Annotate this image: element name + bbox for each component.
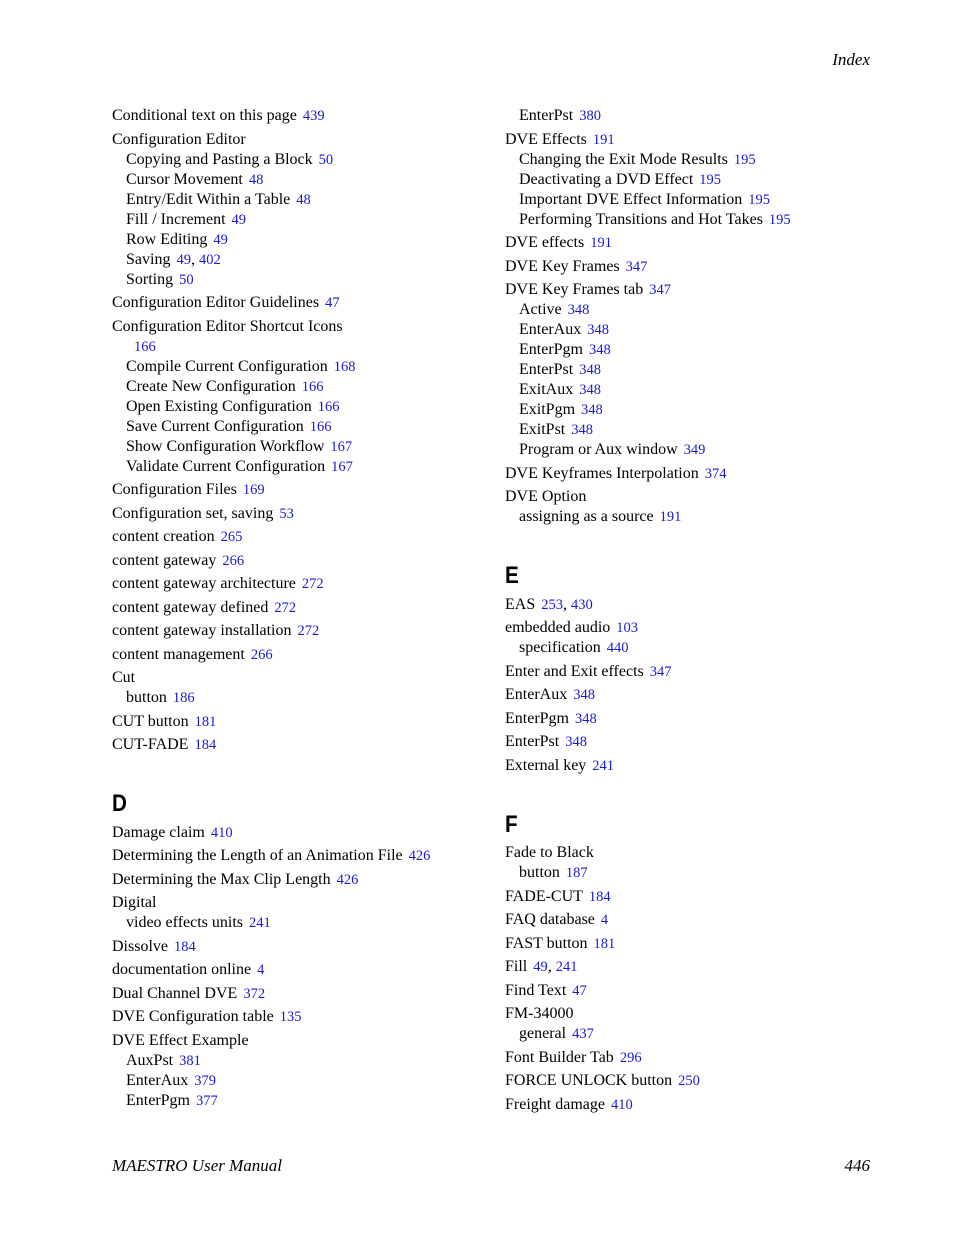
page-link[interactable]: 184 xyxy=(588,888,611,905)
page-link[interactable]: 430 xyxy=(570,596,593,613)
page-link[interactable]: 348 xyxy=(573,687,595,703)
index-subentry xyxy=(112,913,472,933)
page-link[interactable]: 241 xyxy=(555,959,578,975)
index-entry xyxy=(505,233,885,253)
index-entry xyxy=(505,887,885,907)
index-term: EAS xyxy=(505,595,536,613)
page-link[interactable]: 191 xyxy=(592,131,615,148)
index-entry xyxy=(505,685,885,705)
index-subentry xyxy=(505,320,885,340)
index-term: Font Builder Tab xyxy=(505,1048,614,1066)
index-entry xyxy=(505,732,885,752)
index-term: FADE-CUT xyxy=(505,887,583,905)
page-link[interactable]: 372 xyxy=(243,985,266,1002)
index-subentry xyxy=(505,420,885,440)
index-term: content management xyxy=(112,645,245,663)
page-link[interactable]: 241 xyxy=(249,915,271,931)
index-subentry xyxy=(505,380,885,400)
page-link[interactable]: 347 xyxy=(649,663,672,680)
index-term: FAST button xyxy=(505,934,588,952)
index-term: content creation xyxy=(112,528,215,545)
page-link[interactable]: 426 xyxy=(408,848,431,864)
page-link[interactable]: 184 xyxy=(174,938,196,955)
index-section-letter: D xyxy=(112,790,127,817)
index-term: DVE Configuration table xyxy=(112,1008,274,1025)
index-section-letter: F xyxy=(505,810,518,838)
page-link[interactable]: 348 xyxy=(565,734,587,750)
index-term: content gateway defined xyxy=(112,598,269,616)
index-term: button xyxy=(126,689,167,706)
page-link[interactable]: 272 xyxy=(274,599,297,616)
index-term: Damage claim xyxy=(112,823,205,841)
index-term: Configuration Editor xyxy=(112,130,246,148)
page-link[interactable]: 241 xyxy=(592,757,615,774)
page-link[interactable]: 169 xyxy=(242,482,265,498)
index-entry: EAS 253, 430 xyxy=(505,595,593,613)
index-term: ExitPst xyxy=(519,421,566,438)
page-link[interactable]: 402 xyxy=(198,251,221,268)
page-link[interactable]: 47 xyxy=(572,982,587,999)
page-link[interactable]: 348 xyxy=(579,382,601,398)
page-link[interactable]: 167 xyxy=(331,458,353,475)
index-entry xyxy=(505,464,885,484)
index-term: Copying and Pasting a Block xyxy=(126,150,313,168)
index-subentry xyxy=(505,400,885,420)
index-entry xyxy=(505,130,885,150)
page-link[interactable]: 49 xyxy=(176,251,191,268)
index-subentry xyxy=(505,440,885,460)
page-link[interactable]: 348 xyxy=(571,422,593,438)
page-link[interactable]: 184 xyxy=(194,737,217,753)
index-term: Create New Configuration xyxy=(126,377,296,395)
running-header: Index xyxy=(832,50,870,69)
page-link[interactable]: 253 xyxy=(541,596,563,613)
index-term: FORCE UNLOCK button xyxy=(505,1072,673,1089)
page-link[interactable]: 349 xyxy=(683,442,706,458)
page-link[interactable]: 265 xyxy=(220,529,243,545)
index-subentry xyxy=(505,300,885,320)
index-entry xyxy=(112,984,472,1004)
index-subentry xyxy=(112,377,472,397)
index-subentry xyxy=(505,150,885,170)
page-link[interactable]: 347 xyxy=(649,282,671,298)
index-term: embedded audio xyxy=(505,619,611,636)
page-link[interactable]: 49 xyxy=(231,211,247,228)
index-entry xyxy=(505,1004,885,1024)
index-term: Configuration set, saving xyxy=(112,504,274,522)
index-entry xyxy=(112,551,472,571)
index-subentry xyxy=(112,1091,472,1111)
index-column-left xyxy=(112,106,472,1111)
index-subentry xyxy=(112,170,472,190)
index-term: CUT-FADE xyxy=(112,736,189,753)
page-link[interactable]: 266 xyxy=(222,552,245,569)
index-term: Dissolve xyxy=(112,937,168,955)
index-term: Entry/Edit Within a Table xyxy=(126,190,291,208)
index-term: Configuration Files xyxy=(112,481,237,498)
page-link[interactable]: 195 xyxy=(768,211,791,228)
index-term: DVE effects xyxy=(505,234,585,251)
page-link[interactable]: 380 xyxy=(579,108,601,124)
page-link[interactable]: 426 xyxy=(336,871,359,888)
page-link[interactable]: 166 xyxy=(317,398,340,415)
index-term: Fill / Increment xyxy=(126,210,226,228)
index-term: Changing the Exit Mode Results xyxy=(519,150,728,168)
index-entry xyxy=(505,910,885,930)
index-term: EnterAux xyxy=(505,686,568,703)
index-term: Save Current Configuration xyxy=(126,417,304,435)
index-term: Determining the Length of an Animation File xyxy=(112,847,403,864)
index-entry: Fill 49, 241 xyxy=(505,958,578,975)
page-link[interactable]: 49 xyxy=(213,231,228,248)
page-link[interactable]: 410 xyxy=(210,824,233,841)
index-term: DVE Key Frames xyxy=(505,257,620,275)
index-entry xyxy=(505,709,885,729)
index-term: content gateway xyxy=(112,551,217,569)
index-term: EnterPst xyxy=(505,733,560,750)
index-entry xyxy=(112,823,472,843)
index-term: DVE Key Frames tab xyxy=(505,281,644,298)
index-subentry xyxy=(112,457,472,477)
index-column-right xyxy=(505,106,885,1115)
page-link[interactable]: 266 xyxy=(250,646,273,663)
index-subentry xyxy=(112,150,472,170)
page-link[interactable]: 377 xyxy=(196,1092,218,1109)
index-term: Cursor Movement xyxy=(126,170,243,188)
page-link[interactable]: 440 xyxy=(606,640,629,656)
index-term: Saving xyxy=(126,250,171,268)
index-entry xyxy=(112,668,472,688)
page-link[interactable]: 250 xyxy=(678,1073,700,1089)
page-link[interactable]: 50 xyxy=(179,271,194,288)
index-term: Find Text xyxy=(505,981,567,999)
index-term: EnterAux xyxy=(519,321,582,338)
index-term: Conditional text on this page xyxy=(112,107,297,124)
index-term: DVE Effects xyxy=(505,130,587,148)
index-term: video effects units xyxy=(126,914,244,931)
page-link[interactable]: 168 xyxy=(333,358,356,375)
index-subentry xyxy=(505,1024,885,1044)
index-entry xyxy=(505,1095,885,1115)
index-term: Fill xyxy=(505,958,528,975)
index-subentry xyxy=(505,190,885,210)
index-section-letter: E xyxy=(505,562,519,589)
index-term: assigning as a source xyxy=(519,508,654,525)
page-link[interactable]: 4 xyxy=(600,912,609,928)
index-entry xyxy=(112,870,472,890)
index-subentry xyxy=(505,340,885,360)
index-entry xyxy=(505,981,885,1001)
page-link[interactable]: 347 xyxy=(625,258,648,275)
index-term: general xyxy=(519,1025,567,1042)
index-term: documentation online xyxy=(112,961,252,978)
page-link[interactable]: 181 xyxy=(194,713,217,730)
page-link[interactable]: 4 xyxy=(257,962,265,978)
index-entry xyxy=(505,662,885,682)
page-link[interactable]: 374 xyxy=(704,465,727,482)
index-term: AuxPst xyxy=(126,1051,174,1069)
index-term: Open Existing Configuration xyxy=(126,397,312,415)
page-link[interactable]: 348 xyxy=(581,402,603,418)
index-term: ExitPgm xyxy=(519,401,576,418)
page-link[interactable]: 181 xyxy=(593,935,616,952)
page-link[interactable]: 410 xyxy=(610,1096,633,1113)
index-term: Active xyxy=(519,301,562,318)
index-entry xyxy=(112,598,472,618)
index-subentry xyxy=(112,397,472,417)
index-entry xyxy=(112,1007,472,1027)
index-term: Configuration Editor Shortcut Icons xyxy=(112,317,343,335)
index-term: ExitAux xyxy=(519,381,574,398)
page-link[interactable]: 348 xyxy=(575,710,597,727)
page-link[interactable]: 187 xyxy=(565,865,588,881)
index-term: Compile Current Configuration xyxy=(126,357,328,375)
index-entry xyxy=(112,846,472,866)
index-entry xyxy=(505,843,885,863)
index-entry xyxy=(112,293,472,313)
index-term: CUT button xyxy=(112,712,189,730)
index-term: FAQ database xyxy=(505,911,595,928)
index-subentry xyxy=(112,1051,472,1071)
index-entry xyxy=(112,527,472,547)
index-entry xyxy=(112,712,472,732)
page-link[interactable]: 348 xyxy=(579,362,601,378)
index-term: DVE Option xyxy=(505,488,587,505)
index-term: Fade to Black xyxy=(505,844,594,861)
page-link[interactable]: 186 xyxy=(172,690,195,706)
page-link[interactable]: 47 xyxy=(325,295,340,311)
index-subentry xyxy=(505,360,885,380)
index-subentry xyxy=(112,270,472,290)
page-link[interactable]: 379 xyxy=(194,1072,216,1089)
page-link[interactable]: 48 xyxy=(248,171,264,188)
index-entry xyxy=(505,756,885,776)
index-entry xyxy=(505,934,885,954)
page-link[interactable]: 439 xyxy=(302,108,325,124)
index-subentry xyxy=(112,210,472,230)
index-subentry xyxy=(112,688,472,708)
page-link[interactable]: 48 xyxy=(296,191,311,208)
index-term: Cut xyxy=(112,669,136,686)
index-subentry xyxy=(112,337,472,357)
footer-page-number: 446 xyxy=(844,1156,870,1175)
page-link[interactable]: 103 xyxy=(616,620,639,636)
index-term: Performing Transitions and Hot Takes xyxy=(519,210,763,228)
index-term: Digital xyxy=(112,894,157,911)
index-subentry xyxy=(112,230,472,250)
page-link[interactable]: 381 xyxy=(179,1052,201,1069)
page-link[interactable]: 135 xyxy=(279,1009,302,1025)
index-term: button xyxy=(519,864,560,881)
index-term: External key xyxy=(505,756,587,774)
index-term: FM-34000 xyxy=(505,1005,574,1022)
page-link[interactable]: 348 xyxy=(587,322,609,338)
index-term: Deactivating a DVD Effect xyxy=(519,170,694,188)
index-term: Enter and Exit effects xyxy=(505,662,644,680)
index-subentry xyxy=(505,106,885,126)
page-link[interactable]: 191 xyxy=(590,235,612,251)
footer-manual-title: MAESTRO User Manual xyxy=(112,1156,282,1175)
index-entry xyxy=(505,280,885,300)
page-link[interactable]: 49 xyxy=(533,959,548,975)
index-entry xyxy=(505,618,885,638)
index-term: Determining the Max Clip Length xyxy=(112,870,331,888)
index-entry xyxy=(112,645,472,665)
index-term: EnterPst xyxy=(519,361,574,378)
index-entry xyxy=(112,130,472,150)
index-term: EnterPgm xyxy=(505,709,569,727)
index-term: EnterPgm xyxy=(519,341,583,358)
index-term: EnterPgm xyxy=(126,1091,190,1109)
index-term: specification xyxy=(519,639,601,656)
index-entry xyxy=(112,735,472,755)
index-term: Validate Current Configuration xyxy=(126,457,326,475)
index-subentry xyxy=(112,190,472,210)
page-link[interactable]: 272 xyxy=(297,623,320,639)
page-link[interactable]: 166 xyxy=(309,418,332,435)
index-entry xyxy=(112,106,472,126)
index-entry xyxy=(505,1071,885,1091)
index-term: Sorting xyxy=(126,270,174,288)
index-subentry xyxy=(505,863,885,883)
index-entry xyxy=(112,317,472,337)
index-term: Configuration Editor Guidelines xyxy=(112,294,320,311)
index-entry xyxy=(112,1031,472,1051)
page-link[interactable]: 50 xyxy=(318,151,334,168)
page-link[interactable]: 195 xyxy=(748,191,770,208)
index-entry xyxy=(112,937,472,957)
index-term: content gateway architecture xyxy=(112,575,296,592)
index-entry xyxy=(112,960,472,980)
index-entry xyxy=(112,893,472,913)
page-link[interactable]: 195 xyxy=(699,171,722,188)
index-entry xyxy=(112,621,472,641)
page-link[interactable]: 296 xyxy=(619,1049,642,1066)
page-link[interactable]: 166 xyxy=(301,378,324,395)
index-entry xyxy=(505,1048,885,1068)
index-term: EnterAux xyxy=(126,1071,189,1089)
index-entry xyxy=(112,504,472,524)
page-link[interactable]: 166 xyxy=(134,338,156,355)
index-term: Program or Aux window xyxy=(519,441,678,458)
page-link[interactable]: 191 xyxy=(659,509,682,525)
index-term: DVE Keyframes Interpolation xyxy=(505,464,699,482)
index-term: Important DVE Effect Information xyxy=(519,190,743,208)
index-term: Freight damage xyxy=(505,1095,605,1113)
index-subentry xyxy=(112,417,472,437)
page-link[interactable]: 348 xyxy=(567,302,590,318)
page-link[interactable]: 53 xyxy=(279,505,294,522)
page-link[interactable]: 348 xyxy=(589,342,611,358)
index-term: content gateway installation xyxy=(112,622,292,639)
index-subentry xyxy=(505,170,885,190)
index-subentry xyxy=(112,1071,472,1091)
page-link[interactable]: 195 xyxy=(733,151,756,168)
page-link[interactable]: 272 xyxy=(301,576,324,592)
index-term: EnterPst xyxy=(519,107,574,124)
index-subentry: Saving 49, 402 xyxy=(126,250,221,268)
index-entry xyxy=(505,257,885,277)
index-term: Dual Channel DVE xyxy=(112,984,238,1002)
index-subentry xyxy=(505,507,885,527)
index-term: Row Editing xyxy=(126,230,208,248)
index-entry xyxy=(112,480,472,500)
index-subentry xyxy=(112,357,472,377)
index-entry xyxy=(112,574,472,594)
page-link[interactable]: 167 xyxy=(330,438,353,455)
index-term: DVE Effect Example xyxy=(112,1031,249,1049)
index-subentry xyxy=(505,638,885,658)
index-term: Show Configuration Workflow xyxy=(126,437,325,455)
page-link[interactable]: 437 xyxy=(572,1026,594,1042)
index-entry xyxy=(505,487,885,507)
index-subentry xyxy=(505,210,885,230)
index-subentry xyxy=(112,437,472,457)
